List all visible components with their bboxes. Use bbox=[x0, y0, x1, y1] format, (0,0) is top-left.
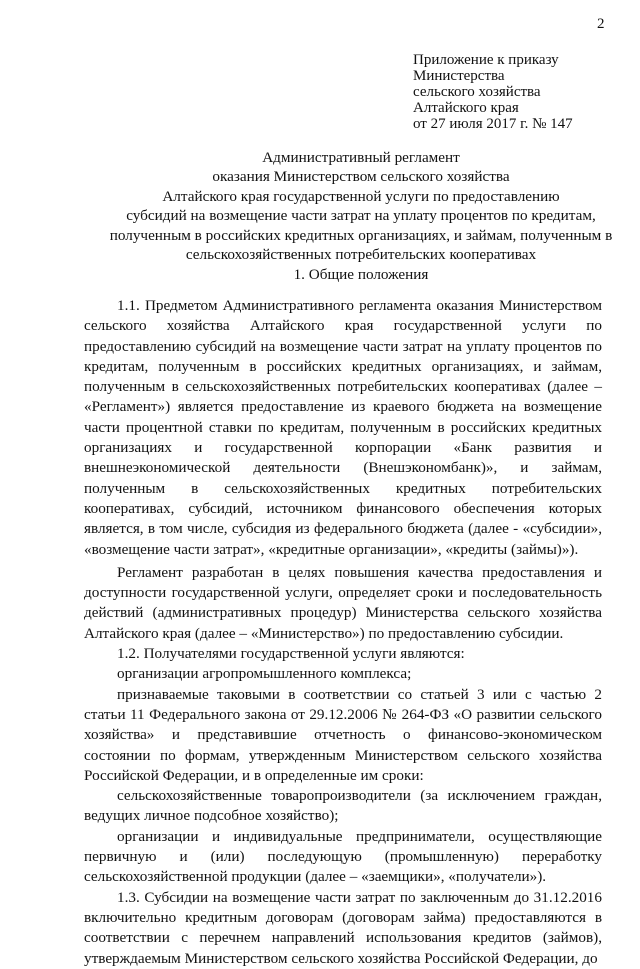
paragraph: организации и индивидуальные предприниматели, осуществляющие первичную и (или) последующую (промышленную) переработку сельскохозяйственной продукции (далее – «заемщики», «получатели»). bbox=[84, 827, 602, 886]
annex-block bbox=[413, 52, 573, 132]
title-line: Административный регламент bbox=[262, 149, 460, 166]
paragraph: организации агропромышленного комплекса; bbox=[117, 665, 412, 683]
paragraph: 1.2. Получателями государственной услуги являются: bbox=[117, 645, 465, 663]
page-number: 2 bbox=[597, 16, 605, 32]
section-heading: 1. Общие положения bbox=[293, 266, 429, 283]
paragraph: Регламент разработан в целях повышения качества предоставления и доступности государственной услуги, определяет сроки и последовательность действий (административных процедур) Министерства сельского хозяйства Алтайского края (далее – «Министерство») по предоставлению субсидии. bbox=[84, 563, 602, 642]
annex-line: от 27 июля 2017 г. № 147 bbox=[413, 116, 573, 132]
title-line: полученным в российских кредитных организациях, и займам, полученным в bbox=[109, 226, 613, 244]
title-line: субсидий на возмещение части затрат на уплату процентов по кредитам, bbox=[126, 207, 596, 225]
annex-line: Приложение к приказу bbox=[413, 52, 559, 68]
paragraph: признаваемые таковыми в соответствии со статьей 3 или с частью 2 статьи 11 Федерального закона от 29.12.2006 № 264-ФЗ «О развитии сельского хозяйства» и представившие отчетность о финансово-экономическом состоянии по формам, утвержденным Министерством сельского хозяйства Российской Федерации, и в определенные им сроки: bbox=[84, 685, 602, 784]
title-line: сельскохозяйственных потребительских кооперативах bbox=[185, 246, 537, 264]
paragraph: 1.1. Предметом Административного регламента оказания Министерством сельского хозяйства Алтайского края государственной услуги по предоставлению субсидий на возмещение части затрат на уплату процентов по кредитам, полученным в российских кредитных организациях, и займам, полученным в сельскохозяйственных потребительских кооперативах (далее – «Регламент») является предоставление из краевого бюджета на возмещение части процентной ставки по кредитам, полученным в российских кредитных организациях и государственной корпорации «Банк развития и внешнеэкономической деятельности (Внешэкономбанк)», и займам, полученным в сельскохозяйственных кредитных потребительских кооперативах, субсидий, источником финансового обеспечения которых является, в том числе, субсидия из федерального бюджета (далее - «субсидии», «возмещение части затрат», «кредитные организации», «кредиты (займы)»). bbox=[84, 297, 602, 558]
paragraph: сельскохозяйственные товаропроизводители (за исключением граждан, ведущих личное подсобное хозяйство); bbox=[84, 787, 602, 825]
annex-line: Министерства bbox=[413, 68, 505, 84]
paragraph: 1.3. Субсидии на возмещение части затрат по заключенным до 31.12.2016 включительно кредитным договорам (договорам займа) предоставляются в соответствии с перечнем направлений использования кредитов (займов), утверждаемым Министерством сельского хозяйства Российской Федерации, до bbox=[84, 888, 602, 967]
body-text bbox=[84, 296, 602, 969]
annex-line: сельского хозяйства bbox=[413, 84, 541, 100]
title-line: оказания Министерством сельского хозяйства bbox=[212, 168, 510, 186]
title-line: Алтайского края государственной услуги по предоставлению bbox=[162, 187, 560, 205]
annex-line: Алтайского края bbox=[413, 100, 519, 116]
document-title bbox=[0, 148, 640, 264]
